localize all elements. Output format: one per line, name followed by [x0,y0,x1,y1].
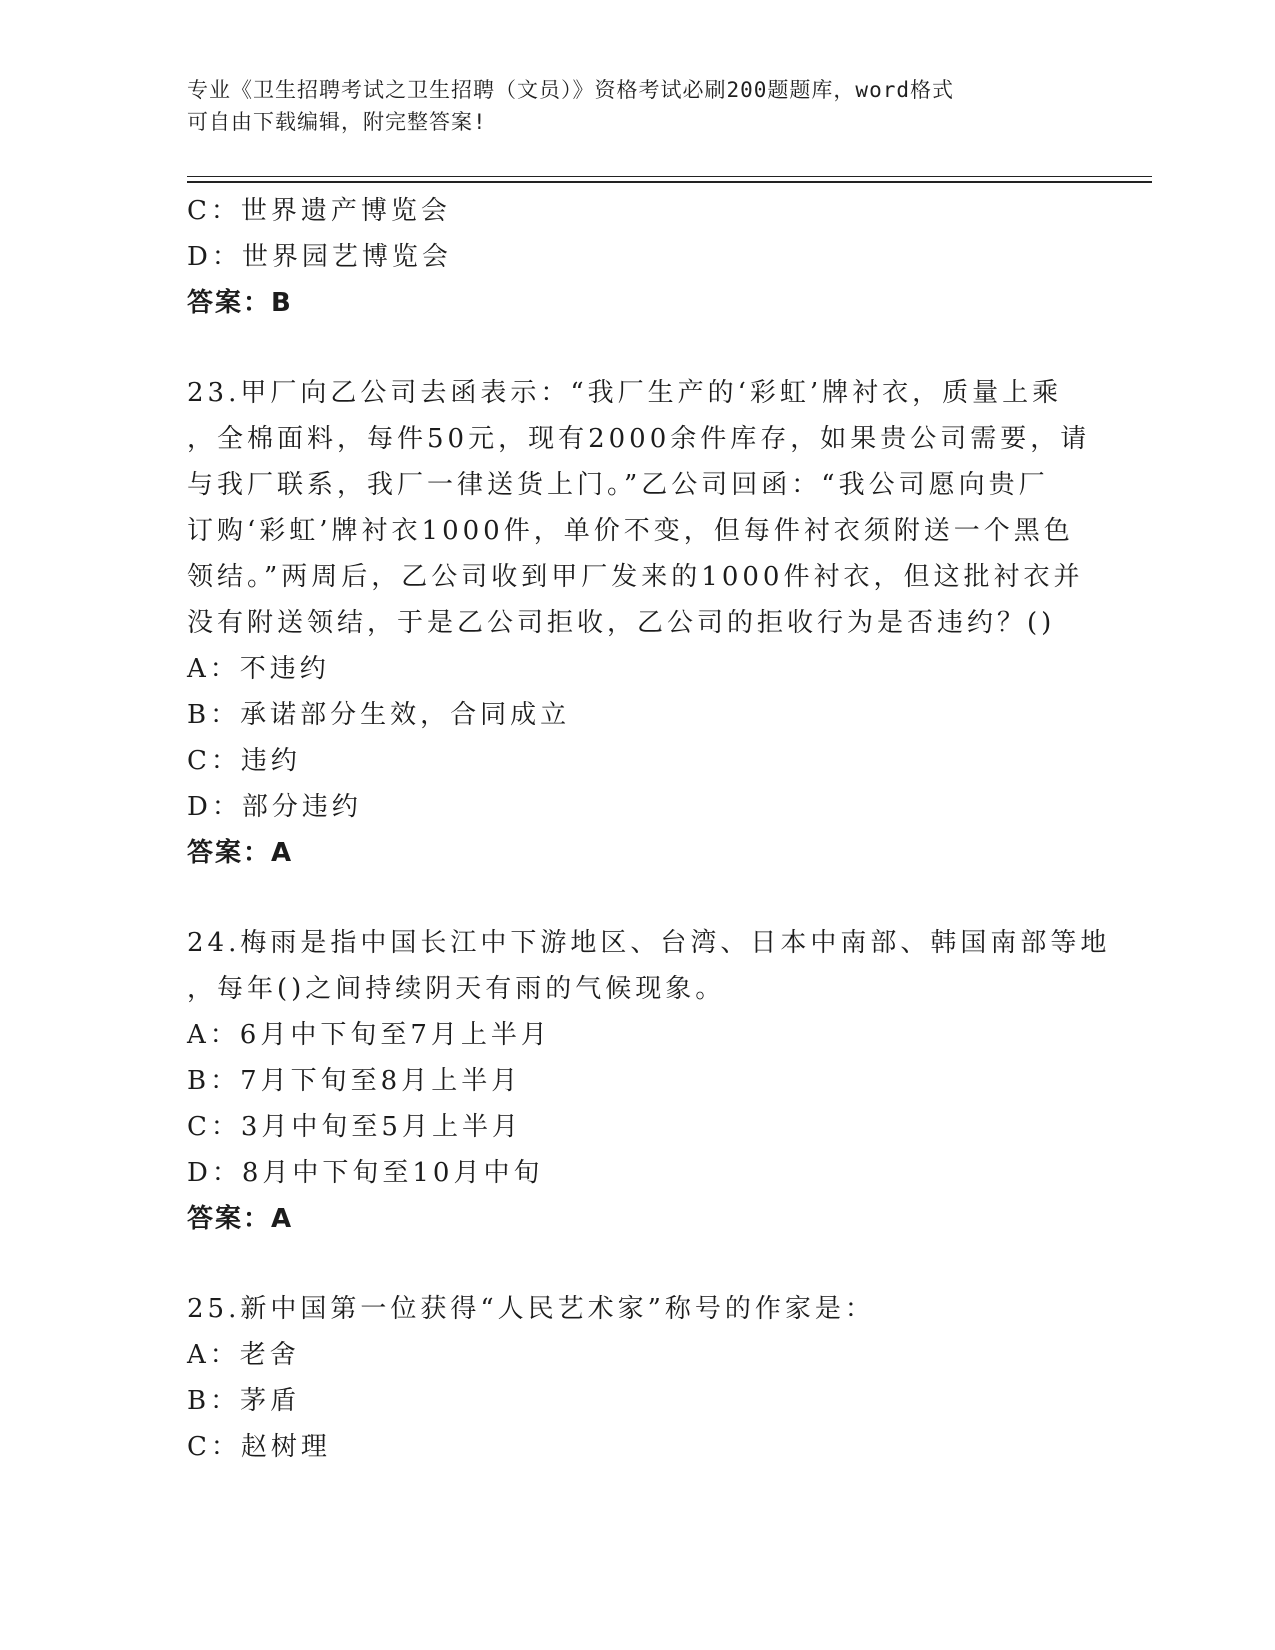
stem-line: ，每年()之间持续阴天有雨的气候现象。 [187,974,726,1004]
option-d: D：部分违约 [187,792,362,822]
option-d: D：8月中下旬至10月中旬 [187,1158,544,1188]
answer-line: 答案：B [187,288,293,318]
answer-line: 答案：A [187,838,294,868]
header-title-line-1: 专业《卫生招聘考试之卫生招聘（文员）》资格考试必刷200题题库，word格式 [187,78,954,102]
question-stem [187,920,1111,1012]
stem-line: 23.甲厂向乙公司去函表示：“我厂生产的‘彩虹’牌衬衣，质量上乘 [187,378,1063,408]
stem-line: 与我厂联系，我厂一律送货上门。”乙公司回函：“我公司愿向贵厂 [187,470,1049,500]
stem-line: 24.梅雨是指中国长江中下游地区、台湾、日本中南部、韩国南部等地 [187,928,1111,958]
answer-line: 答案：A [187,1204,294,1234]
option-c: C：3月中旬至5月上半月 [187,1112,522,1142]
option-b: B：7月下旬至8月上半月 [187,1066,522,1096]
stem-line: 订购‘彩虹’牌衬衣1000件，单价不变，但每件衬衣须附送一个黑色 [187,516,1074,546]
option-c: C：世界遗产博览会 [187,196,451,226]
spacer [187,876,1087,920]
stem-line: 25.新中国第一位获得“人民艺术家”称号的作家是： [187,1294,875,1324]
stem-line: 没有附送领结，于是乙公司拒收，乙公司的拒收行为是否违约？() [187,608,1056,638]
document-header [187,74,1087,138]
option-a: A：老舍 [187,1340,300,1370]
stem-line: ，全棉面料，每件50元，现有2000余件库存，如果贵公司需要，请 [187,424,1091,454]
option-a: A：不违约 [187,654,330,684]
header-divider-thin [187,176,1152,177]
header-title-line-2: 可自由下载编辑，附完整答案! [187,110,487,134]
stem-line: 领结。”两周后，乙公司收到甲厂发来的1000件衬衣，但这批衬衣并 [187,562,1084,592]
option-c: C：赵树理 [187,1432,331,1462]
exam-content [187,188,1111,1470]
question-25 [187,1286,1087,1470]
option-b: B：茅盾 [187,1386,301,1416]
option-c: C：违约 [187,746,301,776]
question-22-tail [187,188,1087,326]
question-stem [187,1286,1087,1332]
spacer [187,326,1087,370]
spacer [187,1242,1087,1286]
option-b: B：承诺部分生效，合同成立 [187,700,571,730]
option-a: A：6月中下旬至7月上半月 [187,1020,551,1050]
question-24 [187,920,1111,1242]
question-23 [187,370,1091,876]
header-divider-thick [187,181,1152,183]
option-d: D：世界园艺博览会 [187,242,452,272]
question-stem [187,370,1091,646]
